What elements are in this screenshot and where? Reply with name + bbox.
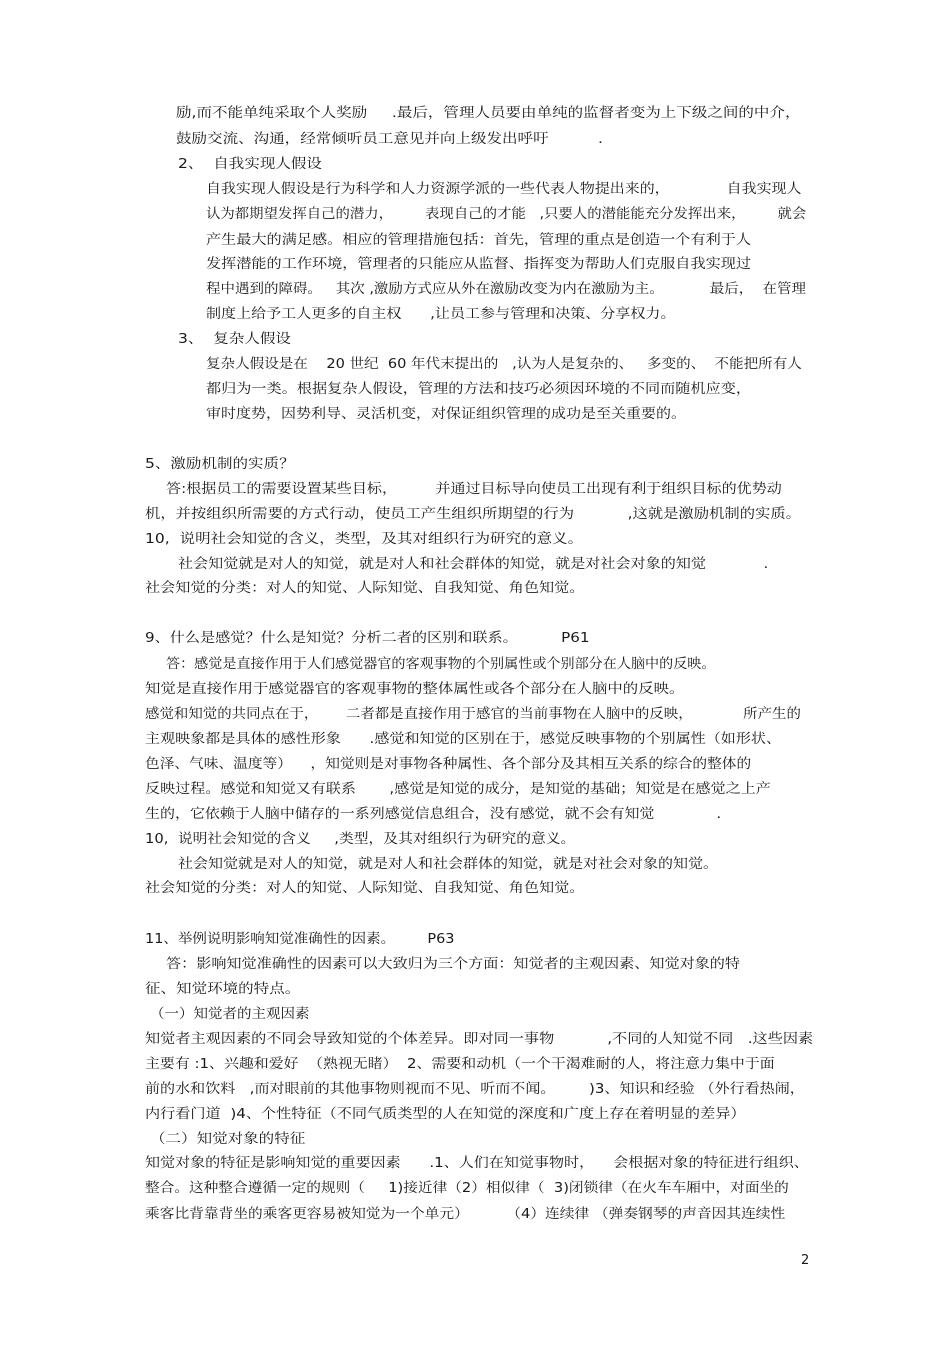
text-line: 励,而不能单纯采取个人奖励 .最后，管理人员要由单纯的监督者变为上下级之间的中介，	[176, 105, 801, 121]
text-line: 内行看门道 )4、个性特征（不同气质类型的人在知觉的深度和广度上存在着明显的差异）	[145, 1106, 746, 1122]
text-line: 制度上给予工人更多的自主权 ,让员工参与管理和决策、分享权力。	[206, 306, 676, 322]
text-line: 社会知觉的分类：对人的知觉、人际知觉、自我知觉、角色知觉。	[145, 580, 585, 596]
text-line: 感觉和知觉的共同点在于， 二者都是直接作用于感官的当前事物在人脑中的反映， 所产生的	[145, 706, 801, 722]
text-line: （一）知觉者的主观因素	[150, 1006, 310, 1022]
text-line: 程中遇到的障碍。 其次 ,激励方式应从外在激励改变为内在激励为主。 最后， 在管理	[206, 281, 806, 297]
text-line: 知觉对象的特征是影响知觉的重要因素 .1、人们在知觉事物时， 会根据对象的特征进行组织、	[145, 1155, 809, 1171]
text-line: 自我实现人假设是行为科学和人力资源学派的一些代表人物提出来的， 自我实现人	[206, 181, 802, 197]
text-line: 复杂人假设是在 20 世纪 60 年代末提出的 ,认为人是复杂的、 多变的、 不能把所有人	[206, 356, 802, 372]
text-line: 发挥潜能的工作环境，管理者的只能应从监督、指挥变为帮助人们克服自我实现过	[206, 256, 751, 272]
text-line: 5、激励机制的实质？	[145, 456, 295, 472]
text-line: 整合。这种整合遵循一定的规则（ 1)接近律（2）相似律（ 3)闭锁律（在火车车厢中，对面坐的	[145, 1180, 789, 1196]
text-line: 产生最大的满足感。相应的管理措施包括：首先，管理的重点是创造一个有利于人	[206, 232, 751, 248]
text-line: 10, 说明社会知觉的含义，类型，及其对组织行为研究的意义。	[145, 531, 584, 547]
text-line: 鼓励交流、沟通，经常倾听员工意见并向上级发出呼吁 .	[176, 131, 603, 147]
text-line: 2、 自我实现人假设	[178, 156, 322, 172]
text-line: 社会知觉就是对人的知觉，就是对人和社会群体的知觉，就是对社会对象的知觉。	[178, 856, 718, 872]
text-line: 社会知觉的分类：对人的知觉、人际知觉、自我知觉、角色知觉。	[145, 880, 585, 896]
text-line: 征、知觉环境的特点。	[145, 981, 301, 997]
text-line: 答：影响知觉准确性的因素可以大致归为三个方面：知觉者的主观因素、知觉对象的特	[166, 956, 740, 972]
text-line: 3、 复杂人假设	[178, 331, 291, 347]
text-line: 都归为一类。根据复杂人假设，管理的方法和技巧必须因环境的不同而随机应变，	[206, 381, 751, 397]
text-line: 主要有 :1、兴趣和爱好 （熟视无睹） 2、需要和动机（一个干渴难耐的人，将注意力集中于面	[145, 1056, 775, 1072]
text-line: （二）知觉对象的特征	[150, 1131, 306, 1147]
text-line: 社会知觉就是对人的知觉，就是对人和社会群体的知觉，就是对社会对象的知觉 .	[178, 556, 769, 572]
text-line: 知觉者主观因素的不同会导致知觉的个体差异。即对同一事物 ,不同的人知觉不同 .这些因素	[145, 1031, 814, 1047]
text-line: 9、什么是感觉？什么是知觉？分析二者的区别和联系。 P61	[145, 630, 590, 646]
text-line: 答:根据员工的需要设置某些目标， 并通过目标导向使员工出现有利于组织目标的优势动	[166, 481, 782, 497]
text-line: 审时度势，因势利导、灵活机变，对保证组织管理的成功是至关重要的。	[206, 406, 686, 422]
text-line: 10, 说明社会知觉的含义 ,类型，及其对组织行为研究的意义。	[145, 831, 576, 847]
text-line: 机，并按组织所需要的方式行动，使员工产生组织所期望的行为 ,这就是激励机制的实质。	[145, 506, 801, 522]
text-line: 认为都期望发挥自己的潜力， 表现自己的才能 ,只要人的潜能能充分发挥出来， 就会	[206, 206, 807, 222]
text-line: 乘客比背靠背坐的乘客更容易被知觉为一个单元） （4）连续律 （弹奏钢琴的声音因其连续性	[145, 1206, 786, 1222]
text-line: 色泽、气味、温度等） ，知觉则是对事物各种属性、各个部分及其相互关系的综合的整体的	[145, 756, 752, 772]
text-line: 生的，它依赖于人脑中储存的一系列感觉信息组合，没有感觉，就不会有知觉 .	[145, 806, 722, 822]
text-line: 答：感觉是直接作用于人们感觉器官的客观事物的个别属性或个别部分在人脑中的反映。	[166, 656, 716, 672]
text-line: 前的水和饮料 ,而对眼前的其他事物则视而不见、听而不闻。 )3、知识和经验 （外行看热闹，	[145, 1081, 805, 1097]
text-line: 反映过程。感觉和知觉又有联系 ,感觉是知觉的成分，是知觉的基础；知觉是在感觉之上产	[145, 781, 771, 797]
text-line: 知觉是直接作用于感觉器官的客观事物的整体属性或各个部分在人脑中的反映。	[145, 681, 685, 697]
page-number: 2	[801, 1253, 810, 1268]
text-line: 11、举例说明影响知觉准确性的因素。 P63	[145, 931, 455, 947]
text-line: 主观映象都是具体的感性形象 .感觉和知觉的区别在于，感觉反映事物的个别属性（如形状、	[145, 731, 782, 747]
